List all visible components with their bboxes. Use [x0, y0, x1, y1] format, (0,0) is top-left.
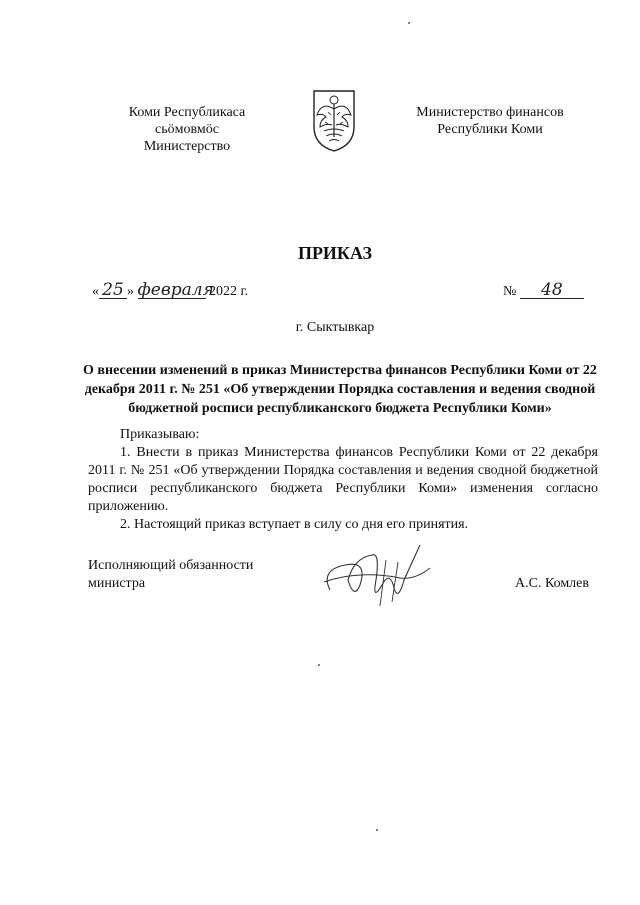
body-intro: Приказываю:	[120, 427, 200, 442]
header-right-block	[395, 104, 585, 138]
body-item-1: 1. Внести в приказ Министерства финансов Республики Коми от 22 декабря 2011 г. № 251 «Об утверждении Порядка составления и ведения сводной бюджетной росписи республиканского бюджета Республики Коми» изменения согласно приложению.	[88, 445, 598, 514]
document-number	[503, 282, 584, 300]
date-month: февраля	[137, 280, 214, 300]
document-body	[88, 426, 598, 534]
document-subject: О внесении изменений в приказ Министерства финансов Республики Коми от 22 декабря 2011 г. № 251 «Об утверждении Порядка составления и ведения сводной бюджетной росписи республиканского бюджета Республики Коми»	[83, 363, 597, 416]
signatory-name: А.С. Комлев	[515, 576, 589, 591]
header-left-line-1: Коми Республикаса	[128, 105, 246, 120]
header-left-line-3: Министерство	[143, 139, 231, 154]
scan-speck	[408, 22, 410, 24]
header-right-line-2: Республики Коми	[437, 122, 543, 137]
document-date	[92, 282, 248, 300]
number-label: №	[503, 284, 517, 299]
scan-speck	[318, 664, 320, 666]
document-city: г. Сыктывкар	[295, 320, 375, 335]
signatory-position-line-2: министра	[88, 576, 146, 591]
date-day: 25	[99, 282, 127, 299]
signatory-position	[88, 557, 253, 593]
date-quote-open: «	[92, 284, 99, 299]
number-value: 48	[520, 282, 584, 299]
signatory-position-line-1: Исполняющий обязанности	[88, 558, 254, 573]
scan-speck	[376, 829, 378, 831]
body-item-2: 2. Настоящий приказ вступает в силу со дня его принятия.	[120, 517, 469, 532]
handwritten-signature	[320, 540, 440, 610]
document-title: ПРИКАЗ	[297, 243, 373, 263]
date-year: 2022 г.	[209, 284, 249, 299]
header-left-block	[112, 104, 262, 155]
header-right-line-1: Министерство финансов	[416, 105, 564, 120]
date-quote-close: »	[127, 284, 134, 299]
coat-of-arms-icon	[311, 87, 357, 153]
header-left-line-2: сьӧмовмӧс	[155, 122, 219, 137]
